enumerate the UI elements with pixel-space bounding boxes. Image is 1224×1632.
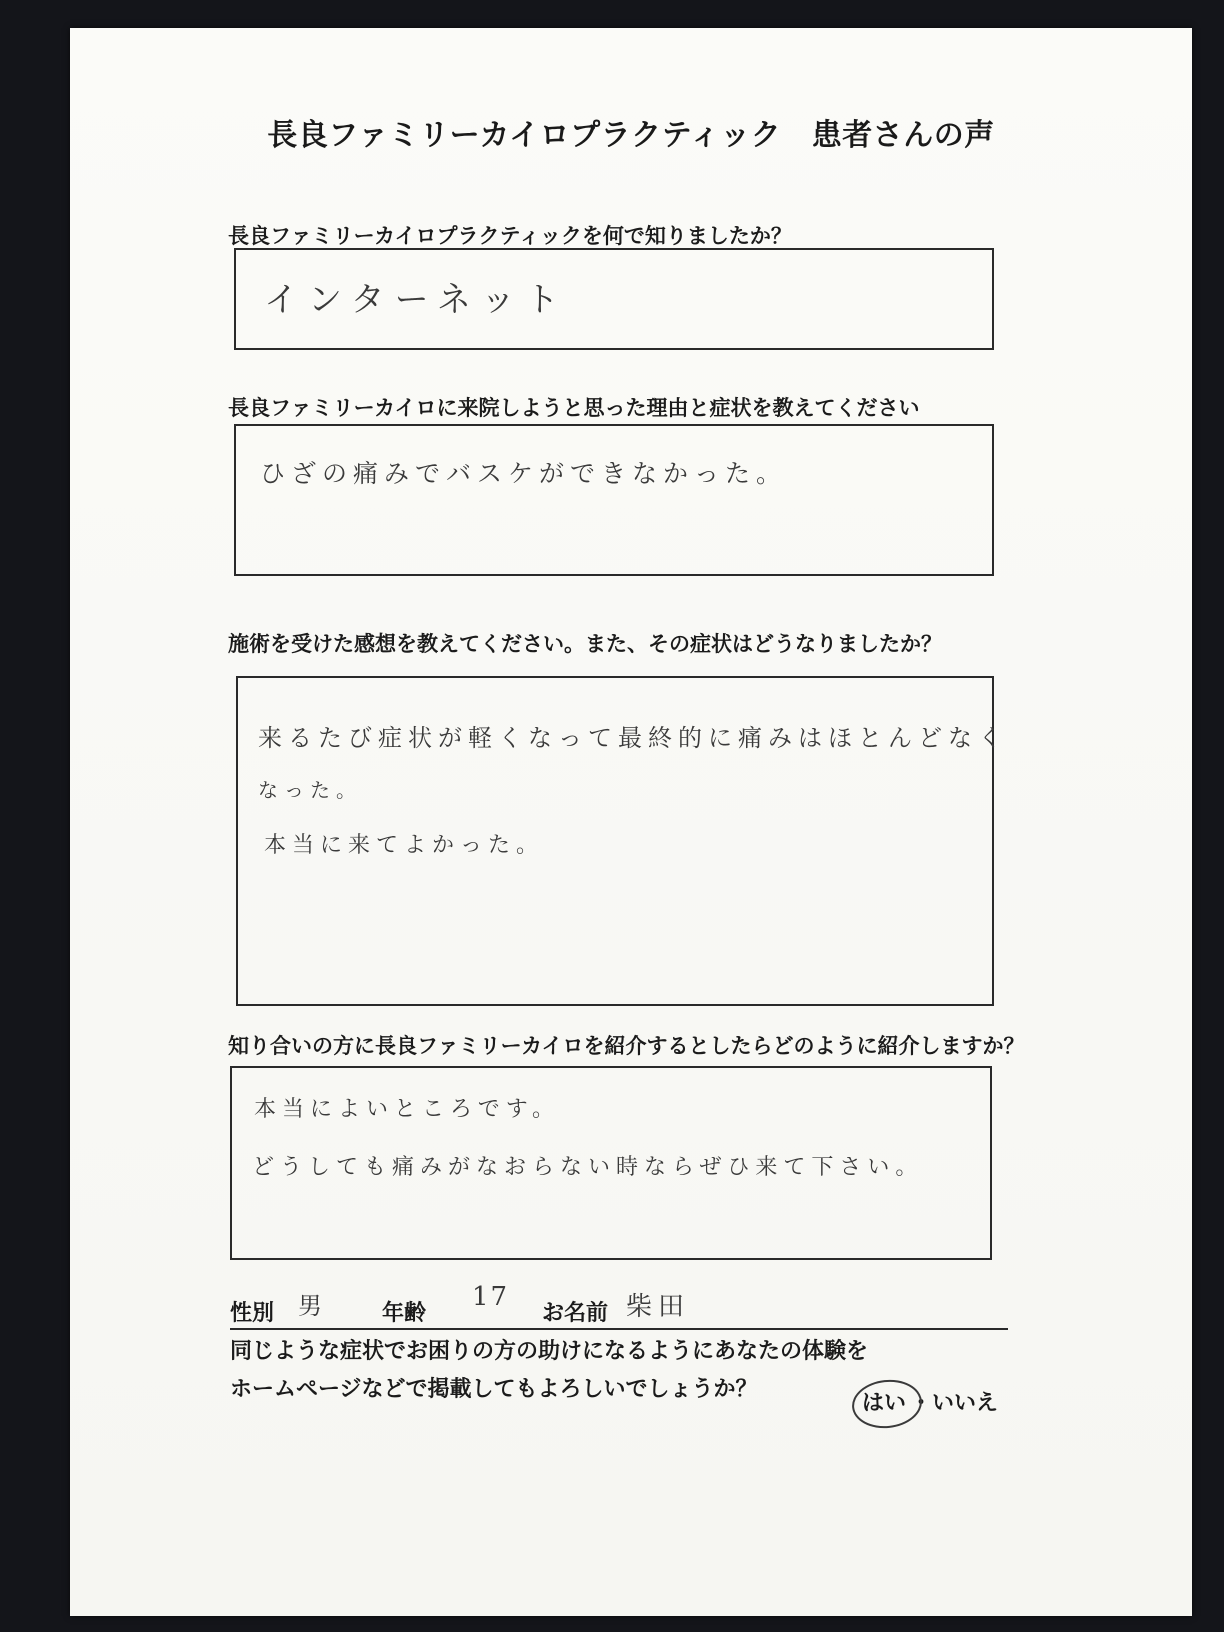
question-3-label: 施術を受けた感想を教えてください。また、その症状はどうなりましたか？ bbox=[228, 632, 942, 656]
survey-sheet bbox=[70, 28, 1192, 1616]
answer-box-4 bbox=[230, 1066, 992, 1260]
answer-box-1 bbox=[234, 248, 994, 350]
answer-box-3 bbox=[236, 676, 1008, 1006]
answer-3-line-2: なった。 bbox=[258, 778, 362, 802]
consent-question-line-2: ホームページなどで掲載してもよろしいでしょうか？ bbox=[230, 1377, 758, 1402]
yes-selected-circle bbox=[850, 1376, 925, 1431]
consent-yes-option[interactable]: はい bbox=[862, 1391, 907, 1416]
answer-3-line-1: 来るたび症状が軽くなって最終的に痛みはほとんどなく bbox=[258, 724, 1008, 752]
name-value: 柴田 bbox=[626, 1292, 691, 1322]
age-label: 年齢 bbox=[382, 1301, 427, 1326]
answer-3-line-3: 本当に来てよかった。 bbox=[264, 833, 545, 858]
question-4-label: 知り合いの方に長良ファミリーカイロを紹介するとしたらどのように紹介しますか？ bbox=[228, 1034, 1025, 1058]
question-2-label: 長良ファミリーカイロに来院しようと思った理由と症状を教えてください bbox=[228, 396, 920, 420]
gender-value: 男 bbox=[298, 1292, 328, 1320]
profile-underline bbox=[230, 1328, 1008, 1330]
answer-box-2 bbox=[234, 424, 994, 576]
answer-4-line-2: どうしても痛みがなおらない時ならぜひ来て下さい。 bbox=[252, 1155, 924, 1180]
consent-question-line-1: 同じような症状でお困りの方の助けになるようにあなたの体験を bbox=[230, 1339, 869, 1364]
page-title: 長良ファミリーカイロプラクティック 患者さんの声 bbox=[267, 118, 995, 153]
answer-2-line-1: ひざの痛みでバスケができなかった。 bbox=[260, 459, 788, 488]
age-value: 17 bbox=[472, 1282, 510, 1312]
gender-label: 性別 bbox=[230, 1301, 275, 1326]
name-label: お名前 bbox=[542, 1301, 609, 1326]
answer-4-line-1: 本当によいところです。 bbox=[254, 1097, 561, 1122]
consent-separator: ・ bbox=[910, 1391, 933, 1416]
answer-1-line-1: インターネット bbox=[264, 280, 569, 320]
consent-no-option[interactable]: いいえ bbox=[932, 1391, 999, 1416]
question-1-label: 長良ファミリーカイロプラクティックを何で知りましたか？ bbox=[228, 224, 792, 248]
